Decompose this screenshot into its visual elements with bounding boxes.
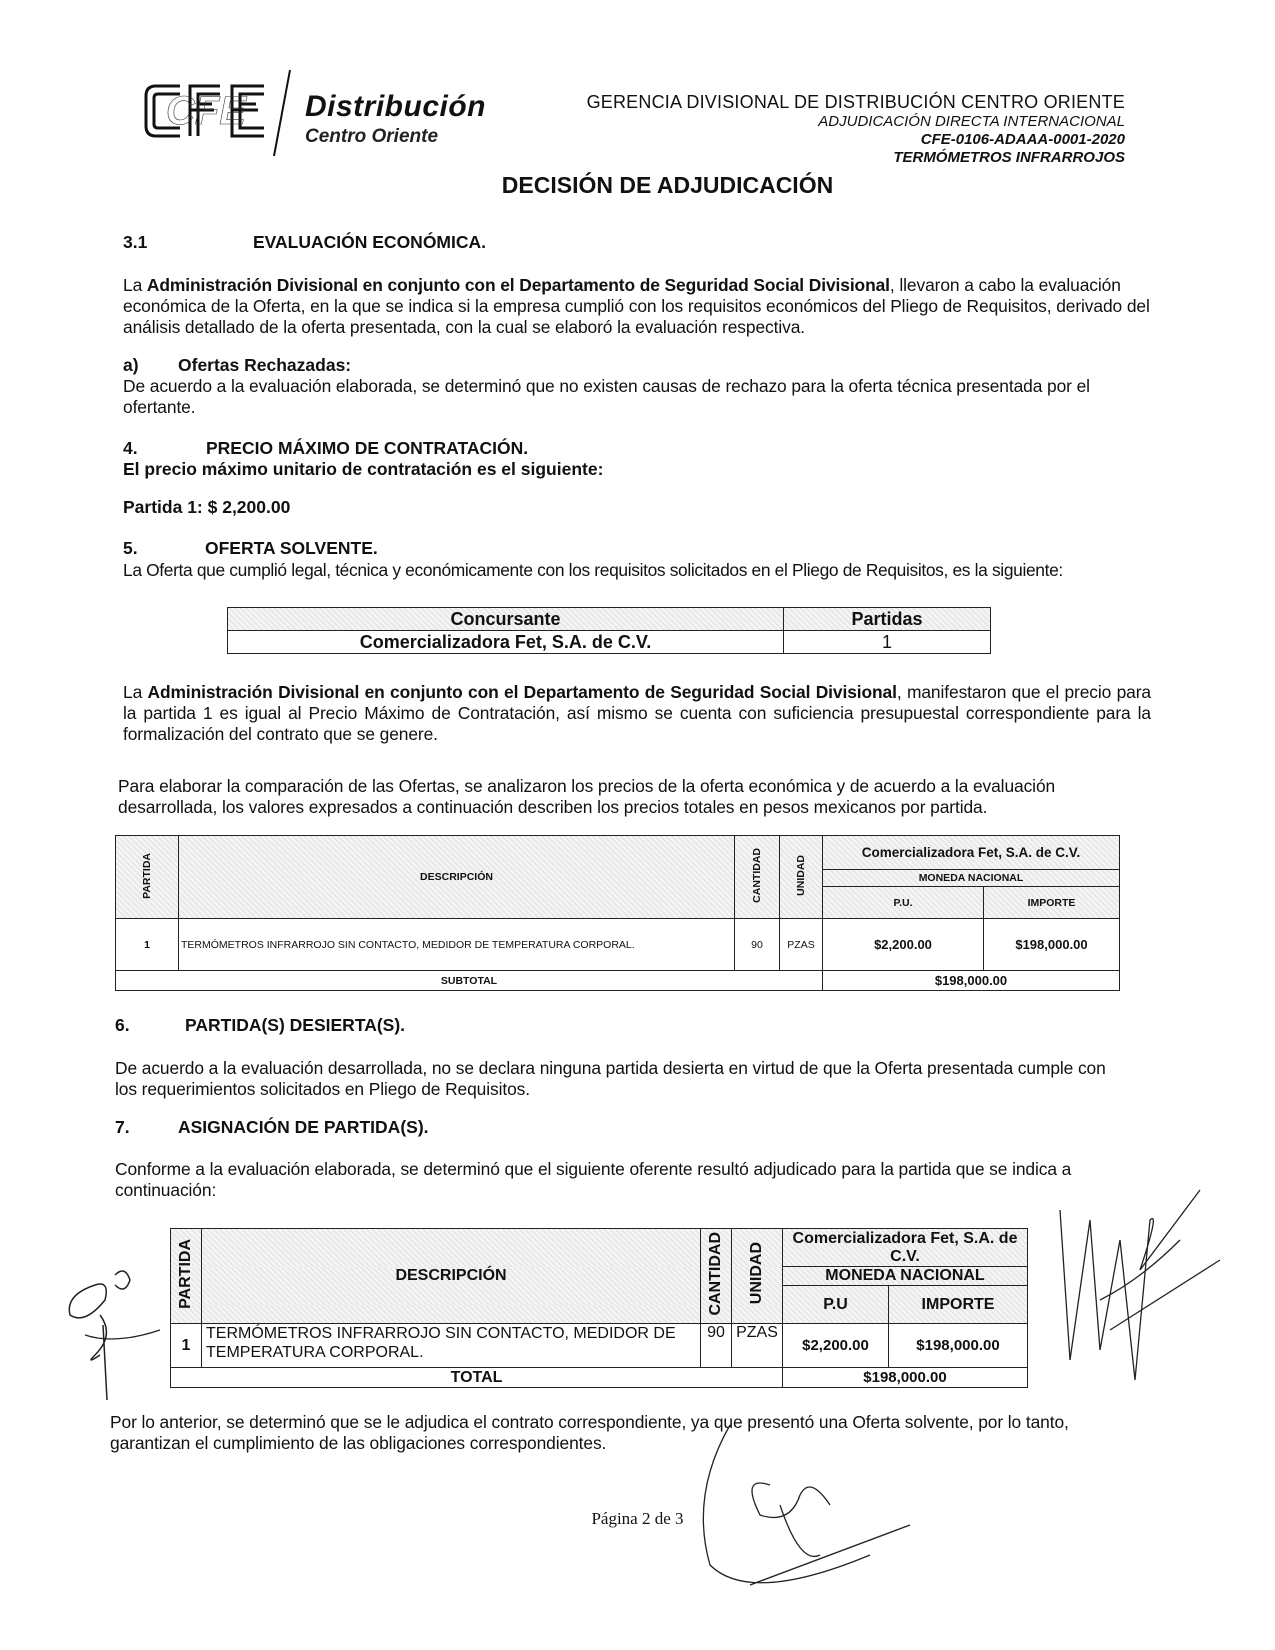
cell-importe: $198,000.00 xyxy=(889,1324,1028,1368)
section-5-paragraph-3: Para elaborar la comparación de las Ofertas, se analizaron los precios de la oferta económica y de acuerdo a la evaluación desarrollada, los valores expresados a continuación describen los precios totales en pesos mexicanos por partida. xyxy=(118,776,1056,817)
procedure-number: CFE-0106-ADAAA-0001-2020 xyxy=(920,131,1125,148)
org-line: GERENCIA DIVISIONAL DE DISTRIBUCIÓN CENTRO ORIENTE xyxy=(586,92,1125,112)
header-currency: MONEDA NACIONAL xyxy=(823,870,1120,887)
cell-descripcion: TERMÓMETROS INFRARROJO SIN CONTACTO, MEDIDOR DE TEMPERATURA CORPORAL. xyxy=(202,1324,701,1368)
signature-right-icon xyxy=(1040,1180,1240,1400)
header-pu: P.U. xyxy=(823,887,984,919)
logo-title: Distribución xyxy=(305,90,487,123)
sub-a-label: a) xyxy=(123,355,139,375)
section-3-1-number: 3.1 xyxy=(123,232,148,252)
cell-importe: $198,000.00 xyxy=(984,919,1120,971)
header-partida: PARTIDA xyxy=(116,836,179,919)
section-6-title: PARTIDA(S) DESIERTA(S). xyxy=(185,1015,406,1035)
header-concursante: Concursante xyxy=(228,608,784,631)
total-label: TOTAL xyxy=(171,1368,783,1388)
table-row xyxy=(171,1324,1028,1368)
header-cantidad: CANTIDAD xyxy=(701,1229,732,1324)
header-importe: IMPORTE xyxy=(984,887,1120,919)
header-bidder: Comercializadora Fet, S.A. de C.V. xyxy=(823,836,1120,870)
section-7-text: Conforme a la evaluación elaborada, se determinó que el siguiente oferente resultó adjudicado para la partida que se indica a continuación: xyxy=(115,1159,1072,1200)
solvent-offer-table xyxy=(227,607,991,654)
section-5-intro: La Oferta que cumplió legal, técnica y económicamente con los requisitos solicitados en el Pliego de Requisitos, es la siguiente: xyxy=(123,560,1063,580)
section-5-number: 5. xyxy=(123,538,138,558)
header-pu: P.U xyxy=(783,1286,889,1324)
cell-partidas: 1 xyxy=(784,631,991,654)
header-unidad: UNIDAD xyxy=(732,1229,783,1324)
cfe-logo-icon xyxy=(142,80,270,142)
header-importe: IMPORTE xyxy=(889,1286,1028,1324)
svg-text:CFE: CFE xyxy=(166,89,246,133)
cell-cantidad: 90 xyxy=(701,1324,732,1368)
sub-a-title: Ofertas Rechazadas: xyxy=(178,355,352,375)
section-6-text: De acuerdo a la evaluación desarrollada, no se declara ninguna partida desierta en virtud de que la Oferta presentada cumple con los requerimientos solicitados en Pliego de Requisitos. xyxy=(115,1058,1106,1099)
header-descripcion: DESCRIPCIÓN xyxy=(179,836,735,919)
header-cantidad: CANTIDAD xyxy=(735,836,780,919)
subtotal-value: $198,000.00 xyxy=(823,971,1120,991)
award-table xyxy=(170,1228,1028,1388)
section-7-title: ASIGNACIÓN DE PARTIDA(S). xyxy=(178,1117,429,1137)
section-4-number: 4. xyxy=(123,438,138,458)
cell-pu: $2,200.00 xyxy=(823,919,984,971)
logo-divider xyxy=(270,68,294,158)
header-bidder: Comercializadora Fet, S.A. de C.V. xyxy=(783,1229,1028,1267)
comparison-table xyxy=(115,835,1120,991)
cell-unidad: PZAS xyxy=(732,1324,783,1368)
header-info xyxy=(587,92,1125,167)
section-3-1-paragraph: La Administración Divisional en conjunto con el Departamento de Seguridad Social Divisional, llevaron a cabo la evaluación económica de la Oferta, en la que se indica si la empresa cumplió con los requisitos económicos del Pliego de Requisitos, derivado del análisis detallado de la oferta presentada, con la cual se elaboró la evaluación respectiva. xyxy=(123,275,1150,337)
page-number: Página 2 de 3 xyxy=(591,1509,684,1528)
section-6-number: 6. xyxy=(115,1015,130,1035)
cell-pu: $2,200.00 xyxy=(783,1324,889,1368)
header-unidad: UNIDAD xyxy=(780,836,823,919)
max-price-line: Partida 1: $ 2,200.00 xyxy=(123,497,291,517)
logo-subtitle: Centro Oriente xyxy=(305,126,439,147)
subtotal-label: SUBTOTAL xyxy=(116,971,823,991)
table-row xyxy=(116,919,1120,971)
table-row xyxy=(228,631,991,654)
section-3-1-title: EVALUACIÓN ECONÓMICA. xyxy=(253,232,487,252)
procedure-type: ADJUDICACIÓN DIRECTA INTERNACIONAL xyxy=(818,113,1125,130)
signature-left-icon xyxy=(55,1255,165,1405)
cell-partida: 1 xyxy=(171,1324,202,1368)
cell-cantidad: 90 xyxy=(735,919,780,971)
cell-unidad: PZAS xyxy=(780,919,823,971)
cell-concursante: Comercializadora Fet, S.A. de C.V. xyxy=(228,631,784,654)
cell-descripcion: TERMÓMETROS INFRARROJO SIN CONTACTO, MEDIDOR DE TEMPERATURA CORPORAL. xyxy=(179,919,735,971)
section-4-title: PRECIO MÁXIMO DE CONTRATACIÓN. xyxy=(206,438,529,458)
total-value: $198,000.00 xyxy=(783,1368,1028,1388)
section-7-number: 7. xyxy=(115,1117,130,1137)
header-currency: MONEDA NACIONAL xyxy=(783,1267,1028,1286)
header-partidas: Partidas xyxy=(784,608,991,631)
header-partida: PARTIDA xyxy=(171,1229,202,1324)
header-descripcion: DESCRIPCIÓN xyxy=(202,1229,701,1324)
section-4-intro: El precio máximo unitario de contratación es el siguiente: xyxy=(123,459,604,479)
sub-a-text: De acuerdo a la evaluación elaborada, se determinó que no existen causas de rechazo para la oferta técnica presentada por el ofertante. xyxy=(123,376,1090,417)
document-title: DECISIÓN DE ADJUDICACIÓN xyxy=(501,172,834,198)
cell-partida: 1 xyxy=(116,919,179,971)
section-5-title: OFERTA SOLVENTE. xyxy=(205,538,378,558)
closing-paragraph: Por lo anterior, se determinó que se le adjudica el contrato correspondiente, ya que presentó una Oferta solvente, por lo tanto, garantizan el cumplimiento de las obligaciones correspondientes. xyxy=(110,1412,1069,1453)
procedure-subject: TERMÓMETROS INFRARROJOS xyxy=(893,149,1125,166)
section-5-paragraph-2: La Administración Divisional en conjunto con el Departamento de Seguridad Social Divisional, manifestaron que el precio para la partida 1 es igual al Precio Máximo de Contratación, así mismo se cuenta con suficiencia presupuestal correspondiente para la formalización del contrato que se genere. xyxy=(123,682,1151,744)
